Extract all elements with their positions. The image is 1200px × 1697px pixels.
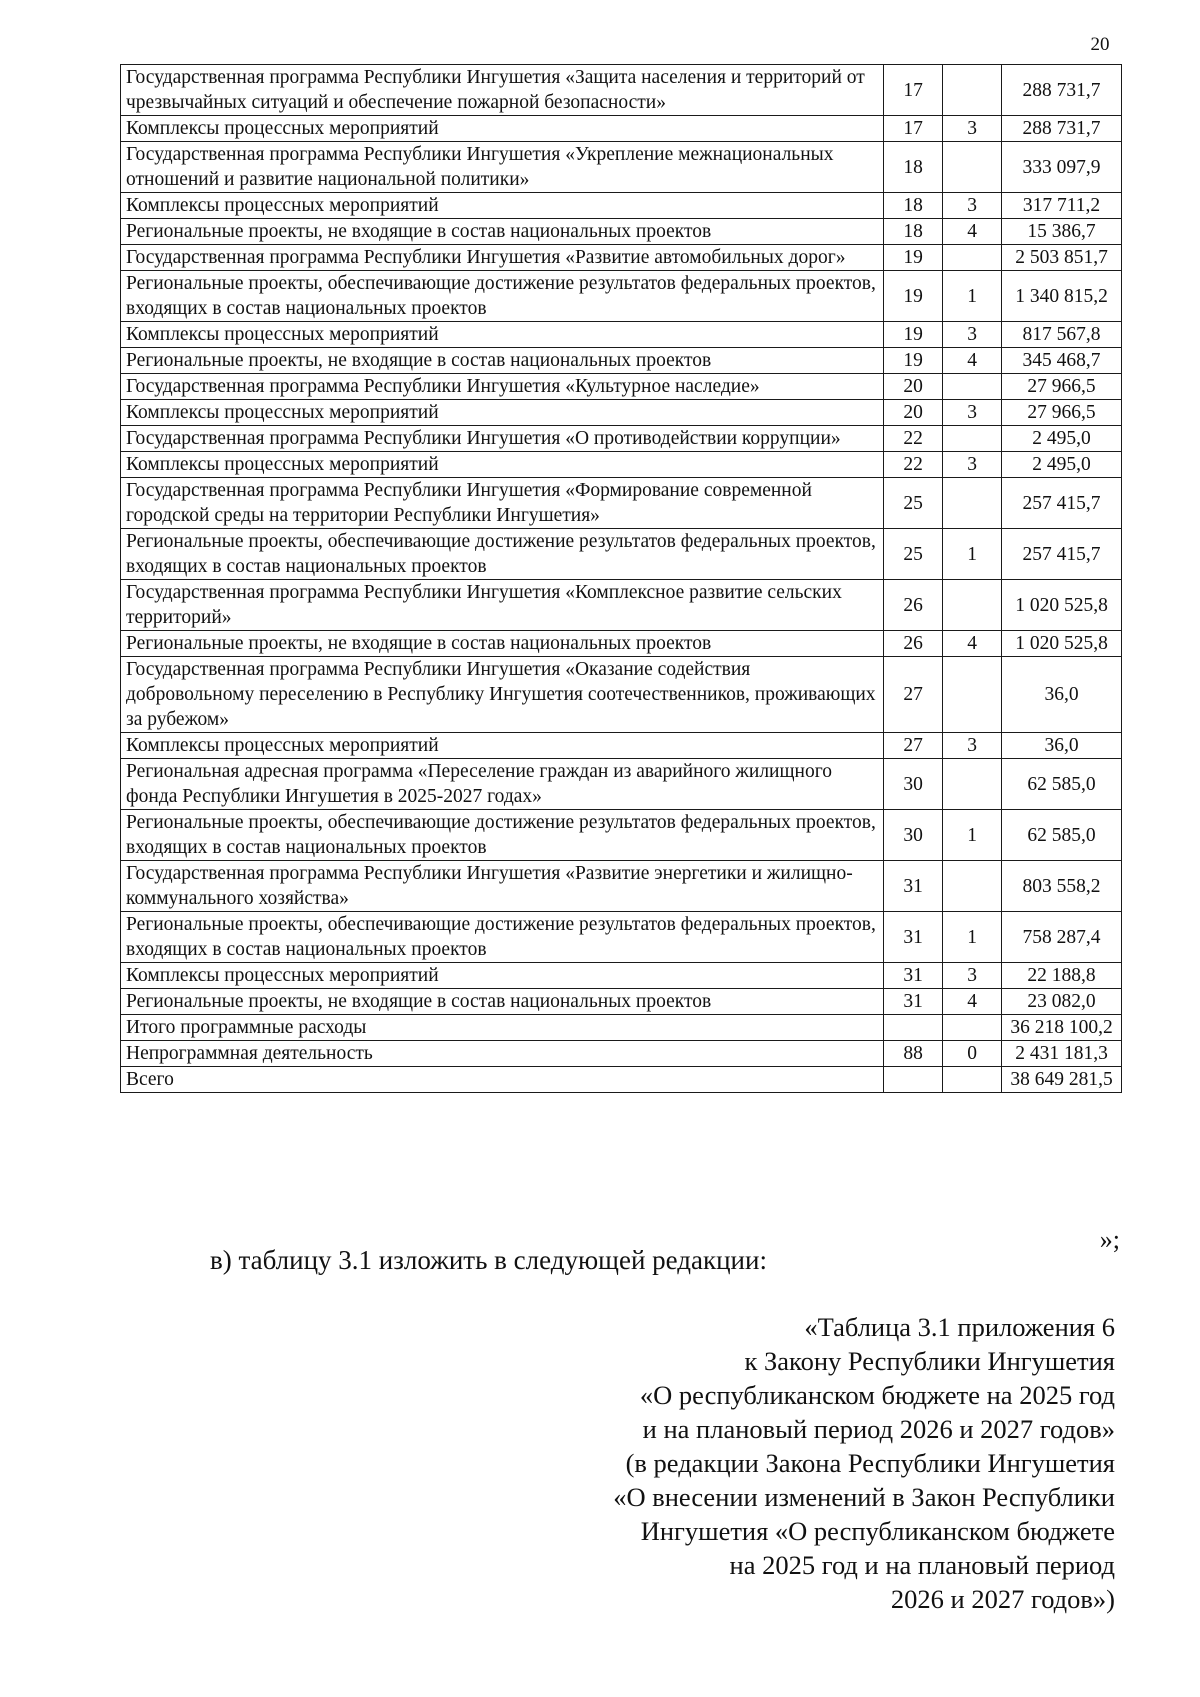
row-name-cell: Государственная программа Республики Ингушетия «Комплексное развитие сельских территорий» <box>121 580 884 631</box>
table-row <box>121 631 1122 657</box>
row-name-cell: Региональные проекты, не входящие в состав национальных проектов <box>121 348 884 374</box>
subprogram-code-cell <box>943 1015 1002 1041</box>
table-row <box>121 733 1122 759</box>
subprogram-code-cell <box>943 142 1002 193</box>
amount-cell: 2 431 181,3 <box>1002 1041 1122 1067</box>
table-3-1-heading <box>500 1310 1115 1616</box>
row-name-cell: Комплексы процессных мероприятий <box>121 733 884 759</box>
closing-quote-mark: »; <box>1099 1225 1120 1254</box>
row-name-cell: Региональные проекты, обеспечивающие достижение результатов федеральных проектов, входящих в состав национальных проектов <box>121 810 884 861</box>
program-code-cell <box>884 1067 943 1093</box>
table-row <box>121 861 1122 912</box>
table-row <box>121 219 1122 245</box>
row-name-cell: Государственная программа Республики Ингушетия «Культурное наследие» <box>121 374 884 400</box>
subprogram-code-cell: 1 <box>943 810 1002 861</box>
program-code-cell: 18 <box>884 142 943 193</box>
page-number: 20 <box>1090 34 1110 55</box>
table-row <box>121 1041 1122 1067</box>
amount-cell: 27 966,5 <box>1002 374 1122 400</box>
heading-line: на 2025 год и на плановый период <box>729 1550 1115 1580</box>
table-row <box>121 1015 1122 1041</box>
amount-cell: 2 503 851,7 <box>1002 245 1122 271</box>
heading-line: 2026 и 2027 годов») <box>890 1584 1115 1614</box>
subprogram-code-cell <box>943 245 1002 271</box>
subprogram-code-cell: 3 <box>943 452 1002 478</box>
program-code-cell: 19 <box>884 322 943 348</box>
program-code-cell: 18 <box>884 193 943 219</box>
row-name-cell: Государственная программа Республики Ингушетия «Развитие автомобильных дорог» <box>121 245 884 271</box>
row-name-cell: Государственная программа Республики Ингушетия «Формирование современной городской среды на территории Республики Ингушетия» <box>121 478 884 529</box>
program-code-cell: 31 <box>884 963 943 989</box>
table-row <box>121 322 1122 348</box>
row-name-cell: Государственная программа Республики Ингушетия «Защита населения и территорий от чрезвычайных ситуаций и обеспечение пожарной безопасности» <box>121 65 884 116</box>
subprogram-code-cell: 4 <box>943 348 1002 374</box>
subprogram-code-cell <box>943 657 1002 733</box>
amount-cell: 257 415,7 <box>1002 478 1122 529</box>
program-code-cell: 22 <box>884 452 943 478</box>
row-name-cell: Региональные проекты, обеспечивающие достижение результатов федеральных проектов, входящих в состав национальных проектов <box>121 529 884 580</box>
program-code-cell: 22 <box>884 426 943 452</box>
amount-cell: 2 495,0 <box>1002 426 1122 452</box>
table-row <box>121 478 1122 529</box>
table-row <box>121 271 1122 322</box>
row-name-cell: Государственная программа Республики Ингушетия «Развитие энергетики и жилищно-коммунального хозяйства» <box>121 861 884 912</box>
program-code-cell: 17 <box>884 116 943 142</box>
heading-line: «Таблица 3.1 приложения 6 <box>804 1312 1115 1342</box>
table-row <box>121 65 1122 116</box>
program-code-cell: 17 <box>884 65 943 116</box>
amount-cell: 36,0 <box>1002 733 1122 759</box>
subprogram-code-cell <box>943 580 1002 631</box>
table-row <box>121 348 1122 374</box>
subprogram-code-cell: 4 <box>943 631 1002 657</box>
amount-cell: 22 188,8 <box>1002 963 1122 989</box>
program-code-cell: 20 <box>884 400 943 426</box>
subprogram-code-cell <box>943 1067 1002 1093</box>
row-name-cell: Государственная программа Республики Ингушетия «Укрепление межнациональных отношений и развитие национальной политики» <box>121 142 884 193</box>
heading-line: к Закону Республики Ингушетия <box>744 1346 1115 1376</box>
amount-cell: 257 415,7 <box>1002 529 1122 580</box>
subprogram-code-cell: 1 <box>943 912 1002 963</box>
amount-cell: 288 731,7 <box>1002 65 1122 116</box>
table-row <box>121 426 1122 452</box>
subprogram-code-cell: 3 <box>943 400 1002 426</box>
table-row <box>121 142 1122 193</box>
table-row <box>121 963 1122 989</box>
program-code-cell <box>884 1015 943 1041</box>
subprogram-code-cell: 3 <box>943 116 1002 142</box>
row-name-cell: Комплексы процессных мероприятий <box>121 452 884 478</box>
subprogram-code-cell: 3 <box>943 963 1002 989</box>
heading-line: и на плановый период 2026 и 2027 годов» <box>642 1414 1115 1444</box>
budget-table <box>120 64 1122 1093</box>
amount-cell: 1 020 525,8 <box>1002 631 1122 657</box>
table-row <box>121 989 1122 1015</box>
amount-cell: 288 731,7 <box>1002 116 1122 142</box>
heading-line: «О республиканском бюджете на 2025 год <box>639 1380 1115 1410</box>
amount-cell: 2 495,0 <box>1002 452 1122 478</box>
table-row <box>121 245 1122 271</box>
row-name-cell: Всего <box>121 1067 884 1093</box>
program-code-cell: 19 <box>884 271 943 322</box>
amount-cell: 1 020 525,8 <box>1002 580 1122 631</box>
row-name-cell: Региональные проекты, обеспечивающие достижение результатов федеральных проектов, входящих в состав национальных проектов <box>121 271 884 322</box>
program-code-cell: 31 <box>884 912 943 963</box>
program-code-cell: 26 <box>884 631 943 657</box>
program-code-cell: 25 <box>884 529 943 580</box>
row-name-cell: Итого программные расходы <box>121 1015 884 1041</box>
row-name-cell: Комплексы процессных мероприятий <box>121 400 884 426</box>
table-row <box>121 452 1122 478</box>
amount-cell: 36 218 100,2 <box>1002 1015 1122 1041</box>
amount-cell: 62 585,0 <box>1002 759 1122 810</box>
table-row <box>121 657 1122 733</box>
amount-cell: 345 468,7 <box>1002 348 1122 374</box>
table-row <box>121 1067 1122 1093</box>
program-code-cell: 27 <box>884 733 943 759</box>
amount-cell: 38 649 281,5 <box>1002 1067 1122 1093</box>
amount-cell: 62 585,0 <box>1002 810 1122 861</box>
row-name-cell: Региональная адресная программа «Переселение граждан из аварийного жилищного фонда Республики Ингушетия в 2025-2027 годах» <box>121 759 884 810</box>
subprogram-code-cell: 3 <box>943 733 1002 759</box>
program-code-cell: 18 <box>884 219 943 245</box>
row-name-cell: Государственная программа Республики Ингушетия «Оказание содействия добровольному переселению в Республику Ингушетия соотечественников, проживающих за рубежом» <box>121 657 884 733</box>
heading-line: Ингушетия «О республиканском бюджете <box>640 1516 1115 1546</box>
budget-table-body <box>121 65 1122 1093</box>
program-code-cell: 20 <box>884 374 943 400</box>
subprogram-code-cell <box>943 426 1002 452</box>
amount-cell: 317 711,2 <box>1002 193 1122 219</box>
subprogram-code-cell <box>943 478 1002 529</box>
table-row <box>121 580 1122 631</box>
instruction-text: в) таблицу 3.1 изложить в следующей редакции: <box>210 1245 767 1275</box>
row-name-cell: Региональные проекты, не входящие в состав национальных проектов <box>121 631 884 657</box>
subprogram-code-cell: 4 <box>943 219 1002 245</box>
table-row <box>121 529 1122 580</box>
row-name-cell: Региональные проекты, не входящие в состав национальных проектов <box>121 989 884 1015</box>
amount-cell: 1 340 815,2 <box>1002 271 1122 322</box>
program-code-cell: 31 <box>884 989 943 1015</box>
subprogram-code-cell: 3 <box>943 193 1002 219</box>
subprogram-code-cell <box>943 861 1002 912</box>
amount-cell: 817 567,8 <box>1002 322 1122 348</box>
amount-cell: 758 287,4 <box>1002 912 1122 963</box>
subprogram-code-cell: 1 <box>943 271 1002 322</box>
amount-cell: 15 386,7 <box>1002 219 1122 245</box>
row-name-cell: Непрограммная деятельность <box>121 1041 884 1067</box>
subprogram-code-cell: 1 <box>943 529 1002 580</box>
subprogram-code-cell <box>943 759 1002 810</box>
table-row <box>121 810 1122 861</box>
row-name-cell: Комплексы процессных мероприятий <box>121 963 884 989</box>
table-row <box>121 193 1122 219</box>
amount-cell: 803 558,2 <box>1002 861 1122 912</box>
table-row <box>121 759 1122 810</box>
subprogram-code-cell: 0 <box>943 1041 1002 1067</box>
amount-cell: 36,0 <box>1002 657 1122 733</box>
table-row <box>121 912 1122 963</box>
table-row <box>121 374 1122 400</box>
table-row <box>121 116 1122 142</box>
program-code-cell: 30 <box>884 810 943 861</box>
amount-cell: 23 082,0 <box>1002 989 1122 1015</box>
program-code-cell: 19 <box>884 348 943 374</box>
row-name-cell: Региональные проекты, не входящие в состав национальных проектов <box>121 219 884 245</box>
amount-cell: 27 966,5 <box>1002 400 1122 426</box>
row-name-cell: Государственная программа Республики Ингушетия «О противодействии коррупции» <box>121 426 884 452</box>
heading-line: «О внесении изменений в Закон Республики <box>613 1482 1115 1512</box>
program-code-cell: 26 <box>884 580 943 631</box>
program-code-cell: 88 <box>884 1041 943 1067</box>
row-name-cell: Региональные проекты, обеспечивающие достижение результатов федеральных проектов, входящих в состав национальных проектов <box>121 912 884 963</box>
heading-line: (в редакции Закона Республики Ингушетия <box>625 1448 1115 1478</box>
subprogram-code-cell <box>943 374 1002 400</box>
program-code-cell: 31 <box>884 861 943 912</box>
program-code-cell: 27 <box>884 657 943 733</box>
table-row <box>121 400 1122 426</box>
amount-cell: 333 097,9 <box>1002 142 1122 193</box>
program-code-cell: 30 <box>884 759 943 810</box>
row-name-cell: Комплексы процессных мероприятий <box>121 322 884 348</box>
subprogram-code-cell <box>943 65 1002 116</box>
row-name-cell: Комплексы процессных мероприятий <box>121 116 884 142</box>
row-name-cell: Комплексы процессных мероприятий <box>121 193 884 219</box>
subprogram-code-cell: 4 <box>943 989 1002 1015</box>
program-code-cell: 25 <box>884 478 943 529</box>
program-code-cell: 19 <box>884 245 943 271</box>
subprogram-code-cell: 3 <box>943 322 1002 348</box>
